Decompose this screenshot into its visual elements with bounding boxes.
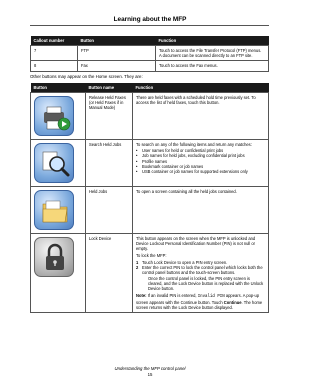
button-name: Release Held Faxes (or Held Faxes if in Manual Mode) — [86, 93, 133, 140]
note-part: If an invalid PIN is entered, — [147, 292, 197, 298]
step-number: 2 — [136, 264, 139, 270]
step-subtext: Once the control panel is locked, the PIN entry screen is cleared, and the Lock Device button is replaced with the Unlock Device button. — [148, 276, 264, 292]
folder-jobs-icon — [34, 190, 74, 230]
lock-heading: To lock the MFP: — [136, 253, 167, 259]
column-header: Button — [78, 36, 156, 46]
function-cell — [133, 140, 269, 187]
table-header-row — [31, 83, 269, 93]
list-item: • USB container or job names for supported extensions only — [136, 169, 265, 174]
icon-cell — [31, 140, 86, 187]
note-label: Note: — [136, 292, 147, 298]
step-text: Touch Lock Device to open a PIN entry screen. — [142, 259, 228, 265]
list-item: • User names for held or confidential print jobs — [136, 148, 265, 153]
table-row — [31, 187, 269, 234]
column-header: Callout number — [31, 36, 78, 46]
function-cell — [133, 234, 269, 313]
function-text: There are held faxes with a scheduled hold time previously set. To access the list of held faxes, touch this button. — [133, 93, 269, 140]
column-header: Button name — [86, 83, 133, 93]
table-row — [31, 140, 269, 187]
icon-cell — [31, 187, 86, 234]
callout-table — [30, 36, 269, 72]
printer-release-icon — [34, 96, 74, 136]
note-bold: Continue — [223, 299, 242, 305]
step-list — [136, 260, 265, 292]
function-text: Touch to access the File Transfer Protocol (FTP) menus. A document can be scanned directly to an FTP site. — [156, 46, 269, 61]
list-item — [136, 265, 265, 292]
callout-number: 8 — [31, 61, 78, 71]
note-text — [136, 293, 265, 310]
list-item: • Bookmark container or job names — [136, 164, 265, 169]
list-item: • Job names for held jobs, excluding confidential print jobs — [136, 153, 265, 158]
intro-text: Other buttons may appear on the Home screen. They are: — [30, 74, 143, 79]
footer-title: Understanding the MFP control panel — [114, 366, 186, 371]
magnifier-search-icon — [34, 143, 74, 183]
icon-cell — [31, 93, 86, 140]
column-header: Function — [133, 83, 269, 93]
bullet-list — [136, 148, 265, 174]
function-text: Touch to access the Fax menus. — [156, 61, 269, 71]
button-name: Fax — [78, 61, 156, 71]
column-header: Function — [156, 36, 269, 46]
note-part: appears. A pop-up screen appears with the Continue button. Touch — [136, 292, 260, 305]
button-name: Lock Device — [86, 234, 133, 313]
table-row — [31, 93, 269, 140]
button-name: FTP — [78, 46, 156, 61]
table-row — [31, 61, 269, 71]
button-name: Held Jobs — [86, 187, 133, 234]
table-header-row — [31, 36, 269, 46]
step-text: Enter the correct PIN to lock the control panel which locks both the control panel buttons and the touch-screen buttons. — [142, 264, 263, 275]
note-code: Invalid PIN — [197, 294, 225, 299]
function-text: This button appears on the screen when the MFP is unlocked and Device Lockout Personal Identification Number (PIN) is not null or empty. — [136, 236, 256, 252]
buttons-table — [30, 83, 269, 313]
table-row — [31, 46, 269, 61]
padlock-icon — [34, 237, 74, 277]
function-text: To search on any of the following items and return any matches: — [136, 142, 252, 148]
callout-number: 7 — [31, 46, 78, 61]
column-header: Button — [31, 83, 86, 93]
page-title: Learning about the MFP — [113, 16, 187, 23]
title-divider — [30, 25, 269, 26]
step-number: 1 — [136, 259, 139, 265]
button-name: Search Held Jobs — [86, 140, 133, 187]
table-row — [31, 234, 269, 313]
function-text: To open a screen containing all the held jobs contained. — [133, 187, 269, 234]
note-part: . The home screen returns with the Lock Device button displayed. — [136, 299, 263, 311]
icon-cell — [31, 234, 86, 313]
page-number: 15 — [147, 372, 153, 377]
list-item: • Profile names — [136, 159, 265, 164]
